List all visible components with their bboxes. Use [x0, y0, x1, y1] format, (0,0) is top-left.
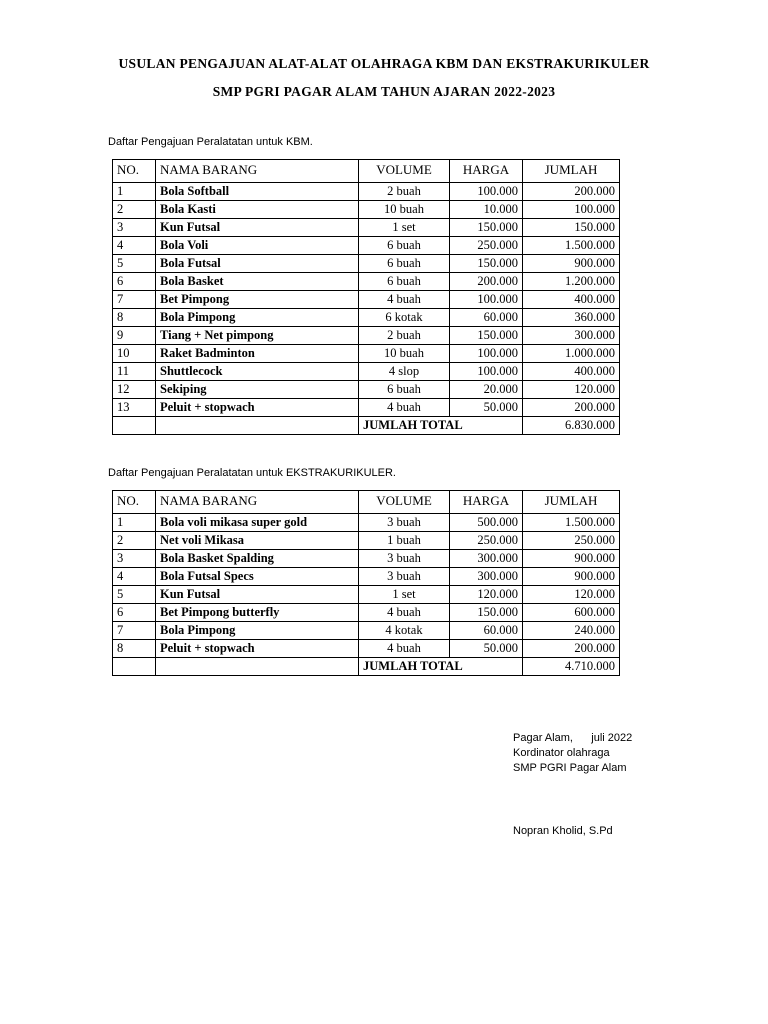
total-empty-name	[156, 658, 359, 676]
total-value: 4.710.000	[523, 658, 620, 676]
row-item-name: Bet Pimpong	[156, 291, 359, 309]
table-row	[113, 183, 620, 201]
row-no: 8	[113, 309, 156, 327]
row-item-name: Net voli Mikasa	[156, 532, 359, 550]
total-label: JUMLAH TOTAL	[359, 658, 523, 676]
row-volume: 4 buah	[359, 604, 450, 622]
row-jumlah: 200.000	[523, 640, 620, 658]
table-row	[113, 255, 620, 273]
row-no: 5	[113, 586, 156, 604]
table-row	[113, 345, 620, 363]
table-row	[113, 273, 620, 291]
row-harga: 20.000	[450, 381, 523, 399]
row-volume: 6 buah	[359, 237, 450, 255]
table-row	[113, 201, 620, 219]
col-name-header: NAMA BARANG	[156, 491, 359, 514]
row-item-name: Bola Futsal Specs	[156, 568, 359, 586]
row-harga: 60.000	[450, 622, 523, 640]
row-jumlah: 1.500.000	[523, 237, 620, 255]
row-jumlah: 600.000	[523, 604, 620, 622]
row-jumlah: 1.500.000	[523, 514, 620, 532]
row-volume: 10 buah	[359, 345, 450, 363]
row-harga: 100.000	[450, 291, 523, 309]
total-empty-name	[156, 417, 359, 435]
col-name-header: NAMA BARANG	[156, 160, 359, 183]
row-item-name: Bola Basket Spalding	[156, 550, 359, 568]
row-jumlah: 360.000	[523, 309, 620, 327]
total-label: JUMLAH TOTAL	[359, 417, 523, 435]
row-volume: 6 kotak	[359, 309, 450, 327]
table-row	[113, 399, 620, 417]
row-harga: 150.000	[450, 219, 523, 237]
row-harga: 300.000	[450, 550, 523, 568]
col-no-header: NO.	[113, 160, 156, 183]
table-row	[113, 237, 620, 255]
row-volume: 4 slop	[359, 363, 450, 381]
row-harga: 200.000	[450, 273, 523, 291]
row-volume: 1 set	[359, 219, 450, 237]
table-row	[113, 219, 620, 237]
row-item-name: Kun Futsal	[156, 219, 359, 237]
row-volume: 3 buah	[359, 568, 450, 586]
row-item-name: Peluit + stopwach	[156, 399, 359, 417]
signature-role: Kordinator olahraga	[513, 747, 610, 759]
row-no: 12	[113, 381, 156, 399]
row-jumlah: 900.000	[523, 568, 620, 586]
document-subtitle: SMP PGRI PAGAR ALAM TAHUN AJARAN 2022-2023	[212, 84, 556, 99]
row-jumlah: 240.000	[523, 622, 620, 640]
row-no: 3	[113, 550, 156, 568]
row-jumlah: 250.000	[523, 532, 620, 550]
row-item-name: Bola voli mikasa super gold	[156, 514, 359, 532]
signature-block	[513, 731, 632, 776]
row-volume: 1 set	[359, 586, 450, 604]
row-volume: 2 buah	[359, 183, 450, 201]
ekskul-header-row	[113, 491, 620, 514]
ekskul-total-row	[113, 658, 620, 676]
row-jumlah: 120.000	[523, 381, 620, 399]
table-row	[113, 622, 620, 640]
row-item-name: Bola Basket	[156, 273, 359, 291]
table-row	[113, 550, 620, 568]
signature-school: SMP PGRI Pagar Alam	[513, 762, 627, 774]
ekskul-caption: Daftar Pengajuan Peralatatan untuk EKSTRAKURIKULER.	[108, 467, 396, 479]
row-jumlah: 900.000	[523, 550, 620, 568]
row-no: 11	[113, 363, 156, 381]
row-item-name: Bola Futsal	[156, 255, 359, 273]
row-item-name: Sekiping	[156, 381, 359, 399]
row-no: 1	[113, 183, 156, 201]
col-jumlah-header: JUMLAH	[523, 160, 620, 183]
row-no: 4	[113, 568, 156, 586]
col-volume-header: VOLUME	[359, 160, 450, 183]
row-harga: 50.000	[450, 640, 523, 658]
row-item-name: Bola Kasti	[156, 201, 359, 219]
table-row	[113, 363, 620, 381]
total-empty-no	[113, 658, 156, 676]
row-jumlah: 200.000	[523, 399, 620, 417]
kbm-total-row	[113, 417, 620, 435]
row-volume: 10 buah	[359, 201, 450, 219]
row-no: 5	[113, 255, 156, 273]
table-row	[113, 327, 620, 345]
row-jumlah: 150.000	[523, 219, 620, 237]
signature-name: Nopran Kholid, S.Pd	[513, 825, 613, 837]
row-item-name: Peluit + stopwach	[156, 640, 359, 658]
row-volume: 6 buah	[359, 273, 450, 291]
row-no: 6	[113, 273, 156, 291]
row-item-name: Kun Futsal	[156, 586, 359, 604]
row-no: 8	[113, 640, 156, 658]
row-no: 13	[113, 399, 156, 417]
row-no: 7	[113, 622, 156, 640]
table-row	[113, 514, 620, 532]
row-jumlah: 400.000	[523, 363, 620, 381]
table-row	[113, 586, 620, 604]
row-harga: 10.000	[450, 201, 523, 219]
row-harga: 150.000	[450, 604, 523, 622]
row-no: 6	[113, 604, 156, 622]
row-jumlah: 120.000	[523, 586, 620, 604]
row-harga: 150.000	[450, 327, 523, 345]
row-volume: 3 buah	[359, 514, 450, 532]
col-volume-header: VOLUME	[359, 491, 450, 514]
row-no: 2	[113, 532, 156, 550]
row-volume: 1 buah	[359, 532, 450, 550]
row-volume: 4 buah	[359, 291, 450, 309]
kbm-caption: Daftar Pengajuan Peralatatan untuk KBM.	[108, 136, 313, 148]
row-item-name: Bola Pimpong	[156, 309, 359, 327]
table-row	[113, 291, 620, 309]
row-volume: 2 buah	[359, 327, 450, 345]
row-harga: 150.000	[450, 255, 523, 273]
ekskul-table	[112, 490, 620, 676]
table-row	[113, 381, 620, 399]
row-volume: 4 kotak	[359, 622, 450, 640]
row-item-name: Bola Voli	[156, 237, 359, 255]
row-jumlah: 300.000	[523, 327, 620, 345]
col-no-header: NO.	[113, 491, 156, 514]
row-harga: 500.000	[450, 514, 523, 532]
kbm-table	[112, 159, 620, 435]
table-row	[113, 309, 620, 327]
row-item-name: Shuttlecock	[156, 363, 359, 381]
row-item-name: Bola Softball	[156, 183, 359, 201]
row-volume: 4 buah	[359, 399, 450, 417]
row-no: 10	[113, 345, 156, 363]
col-harga-header: HARGA	[450, 160, 523, 183]
row-no: 3	[113, 219, 156, 237]
row-volume: 6 buah	[359, 255, 450, 273]
signature-place-date: Pagar Alam, juli 2022	[513, 732, 633, 744]
row-jumlah: 1.200.000	[523, 273, 620, 291]
row-item-name: Raket Badminton	[156, 345, 359, 363]
row-volume: 4 buah	[359, 640, 450, 658]
row-volume: 3 buah	[359, 550, 450, 568]
row-harga: 100.000	[450, 183, 523, 201]
row-no: 7	[113, 291, 156, 309]
row-harga: 250.000	[450, 237, 523, 255]
row-jumlah: 1.000.000	[523, 345, 620, 363]
table-row	[113, 568, 620, 586]
total-empty-no	[113, 417, 156, 435]
row-harga: 60.000	[450, 309, 523, 327]
row-harga: 120.000	[450, 586, 523, 604]
row-item-name: Bola Pimpong	[156, 622, 359, 640]
row-harga: 100.000	[450, 363, 523, 381]
row-harga: 300.000	[450, 568, 523, 586]
table-row	[113, 604, 620, 622]
table-row	[113, 532, 620, 550]
row-jumlah: 200.000	[523, 183, 620, 201]
row-jumlah: 900.000	[523, 255, 620, 273]
row-jumlah: 100.000	[523, 201, 620, 219]
row-no: 9	[113, 327, 156, 345]
row-item-name: Bet Pimpong butterfly	[156, 604, 359, 622]
col-jumlah-header: JUMLAH	[523, 491, 620, 514]
row-volume: 6 buah	[359, 381, 450, 399]
row-no: 4	[113, 237, 156, 255]
table-row	[113, 640, 620, 658]
row-harga: 50.000	[450, 399, 523, 417]
total-value: 6.830.000	[523, 417, 620, 435]
row-item-name: Tiang + Net pimpong	[156, 327, 359, 345]
col-harga-header: HARGA	[450, 491, 523, 514]
row-harga: 100.000	[450, 345, 523, 363]
document-title: USULAN PENGAJUAN ALAT-ALAT OLAHRAGA KBM DAN EKSTRAKURIKULER	[118, 56, 650, 71]
row-no: 2	[113, 201, 156, 219]
row-no: 1	[113, 514, 156, 532]
row-harga: 250.000	[450, 532, 523, 550]
row-jumlah: 400.000	[523, 291, 620, 309]
kbm-header-row	[113, 160, 620, 183]
